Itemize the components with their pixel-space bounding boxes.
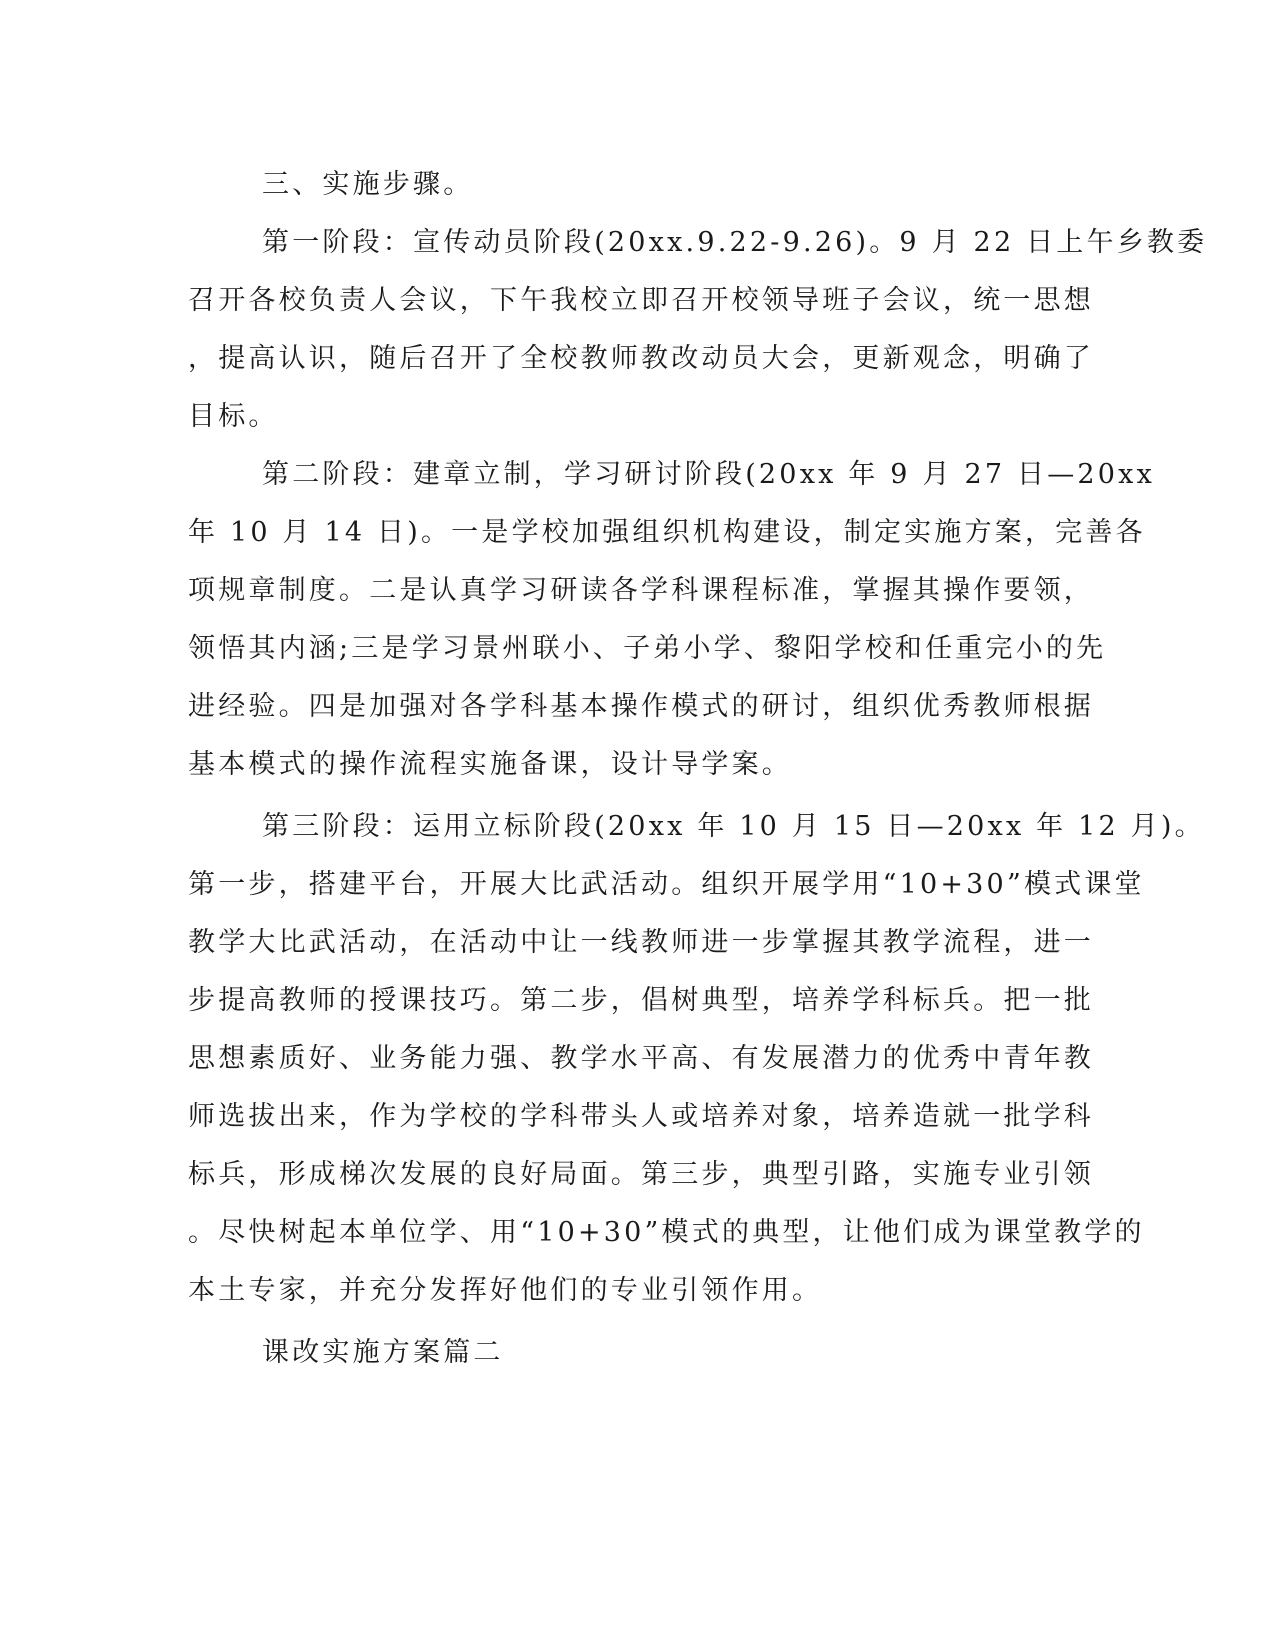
stage-three-paragraph-line: 标兵，形成梯次发展的良好局面。第三步，典型引路，实施专业引领 (188, 1159, 1094, 1190)
stage-three-paragraph-line: 步提高教师的授课技巧。第二步，倡树典型，培养学科标兵。把一批 (188, 985, 1094, 1016)
stage-three-paragraph-line: 教学大比武活动，在活动中让一线教师进一步掌握其教学流程，进一 (188, 927, 1094, 958)
stage-one-paragraph-line: 目标。 (188, 401, 279, 432)
stage-two-paragraph-line: 年 10 月 14 日)。一是学校加强组织机构建设，制定实施方案，完善各 (188, 517, 1146, 548)
stage-three-paragraph-line: 本土专家，并充分发挥好他们的专业引领作用。 (188, 1275, 823, 1306)
next-section-title: 课改实施方案篇二 (262, 1337, 504, 1368)
stage-two-paragraph-line: 项规章制度。二是认真学习研读各学科课程标准，掌握其操作要领， (188, 575, 1094, 606)
stage-three-paragraph-line: 师选拔出来，作为学校的学科带头人或培养对象，培养造就一批学科 (188, 1101, 1094, 1132)
stage-one-paragraph-line: 第一阶段：宣传动员阶段(20xx.9.22-9.26)。9 月 22 日上午乡教委 (262, 227, 1208, 258)
stage-three-paragraph-line: 。尽快树起本单位学、用“10+30”模式的典型，让他们成为课堂教学的 (188, 1217, 1145, 1248)
section-heading: 三、实施步骤。 (262, 169, 474, 200)
stage-two-paragraph-line: 领悟其内涵;三是学习景州联小、子弟小学、黎阳学校和任重完小的先 (188, 633, 1107, 664)
stage-two-paragraph-line: 第二阶段：建章立制，学习研讨阶段(20xx 年 9 月 27 日—20xx (262, 459, 1156, 490)
stage-three-paragraph-line: 第一步，搭建平台，开展大比武活动。组织开展学用“10+30”模式课堂 (188, 869, 1145, 900)
stage-one-paragraph-line: ，提高认识，随后召开了全校教师教改动员大会，更新观念，明确了 (188, 343, 1094, 374)
stage-two-paragraph-line: 基本模式的操作流程实施备课，设计导学案。 (188, 749, 792, 780)
stage-two-paragraph-line: 进经验。四是加强对各学科基本操作模式的研讨，组织优秀教师根据 (188, 691, 1094, 722)
stage-three-paragraph-line: 思想素质好、业务能力强、教学水平高、有发展潜力的优秀中青年教 (188, 1043, 1094, 1074)
stage-one-paragraph-line: 召开各校负责人会议，下午我校立即召开校领导班子会议，统一思想 (188, 285, 1094, 316)
stage-three-paragraph-line: 第三阶段：运用立标阶段(20xx 年 10 月 15 日—20xx 年 12 月)。 (262, 811, 1205, 842)
